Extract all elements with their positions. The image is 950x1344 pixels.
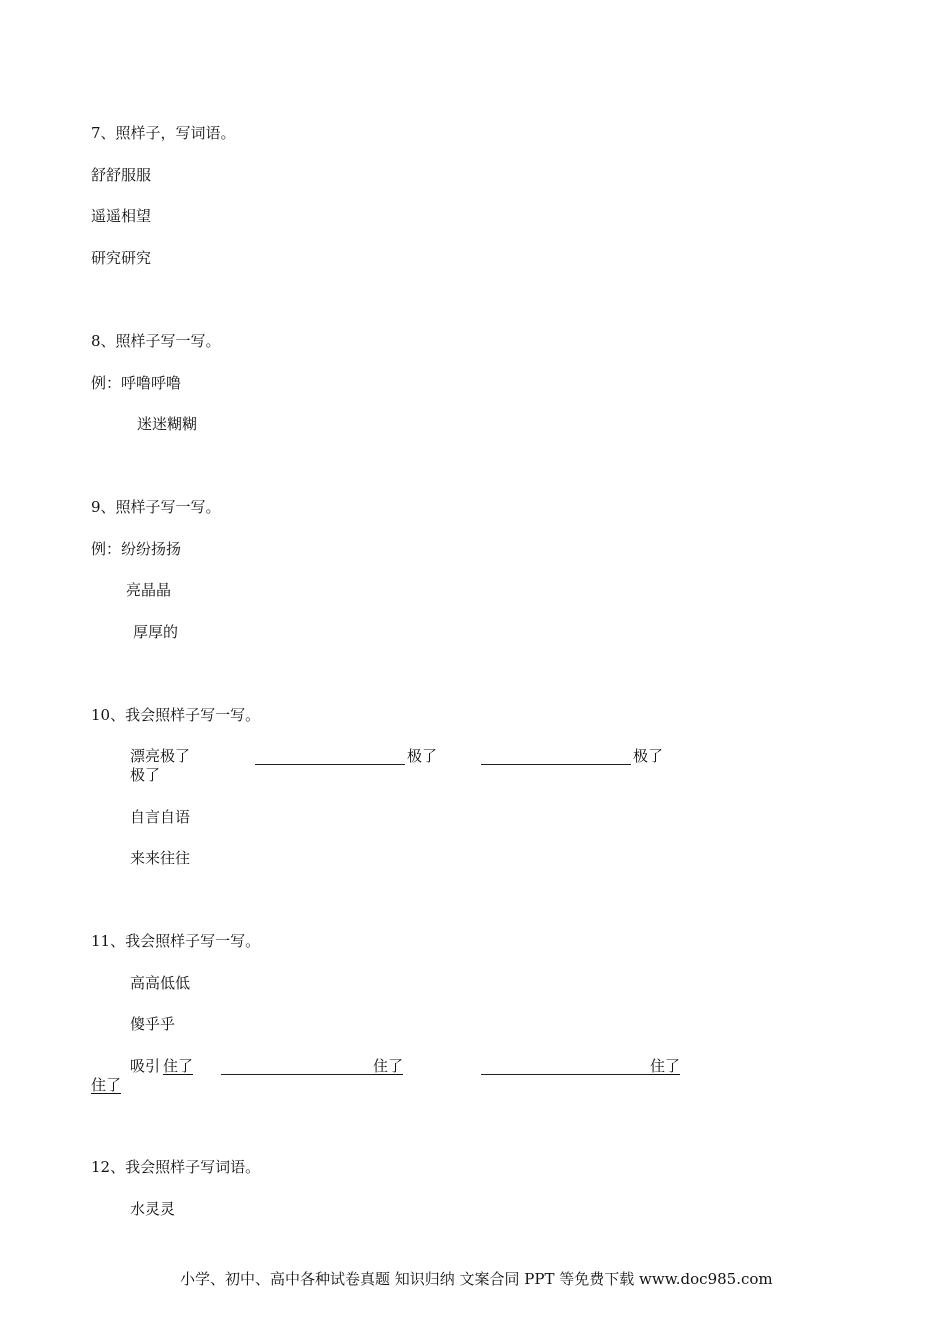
q10-sample: 漂亮极了 [130,747,191,765]
q8-title: 8、照样子写一写。 [91,332,221,350]
q12-title: 12、我会照样子写词语。 [91,1158,261,1176]
q11-title: 11、我会照样子写一写。 [91,932,261,950]
q11-sample-prefix: 吸引 [130,1057,161,1075]
q11-item-2: 傻乎乎 [130,1015,176,1033]
q7-title: 7、照样子，写词语。 [91,124,236,142]
q10-blank-1[interactable] [255,764,405,765]
q10-wrap: 极了 [130,766,161,784]
q8-example: 例：呼噜呼噜 [91,374,182,392]
q9-item-1: 亮晶晶 [126,581,172,599]
q9-example: 例：纷纷扬扬 [91,540,182,558]
q11-sample-suffix: 住了 [163,1057,194,1075]
q11-item-1: 高高低低 [130,974,191,992]
q9-title: 9、照样子写一写。 [91,498,221,516]
q7-item-1: 舒舒服服 [91,166,152,184]
q9-item-2: 厚厚的 [133,623,179,641]
q11-suffix-2: 住了 [650,1057,681,1075]
q8-item-1: 迷迷糊糊 [137,415,198,433]
page-footer: 小学、初中、高中各种试卷真题 知识归纳 文案合同 PPT 等免费下载 www.doc985.com [180,1270,773,1288]
q10-title: 10、我会照样子写一写。 [91,706,261,724]
q7-item-3: 研究研究 [91,249,152,267]
q10-item-1: 自言自语 [130,808,191,826]
q11-wrap: 住了 [91,1076,122,1094]
q7-item-2: 遥遥相望 [91,207,152,225]
q11-suffix-1: 住了 [373,1057,404,1075]
q11-blank-2[interactable] [481,1074,650,1075]
q10-suffix-1: 极了 [407,747,438,765]
q12-item-1: 水灵灵 [130,1200,176,1218]
q10-item-2: 来来往往 [130,849,191,867]
q10-suffix-2: 极了 [633,747,664,765]
q11-blank-1[interactable] [221,1074,373,1075]
q10-blank-2[interactable] [481,764,631,765]
